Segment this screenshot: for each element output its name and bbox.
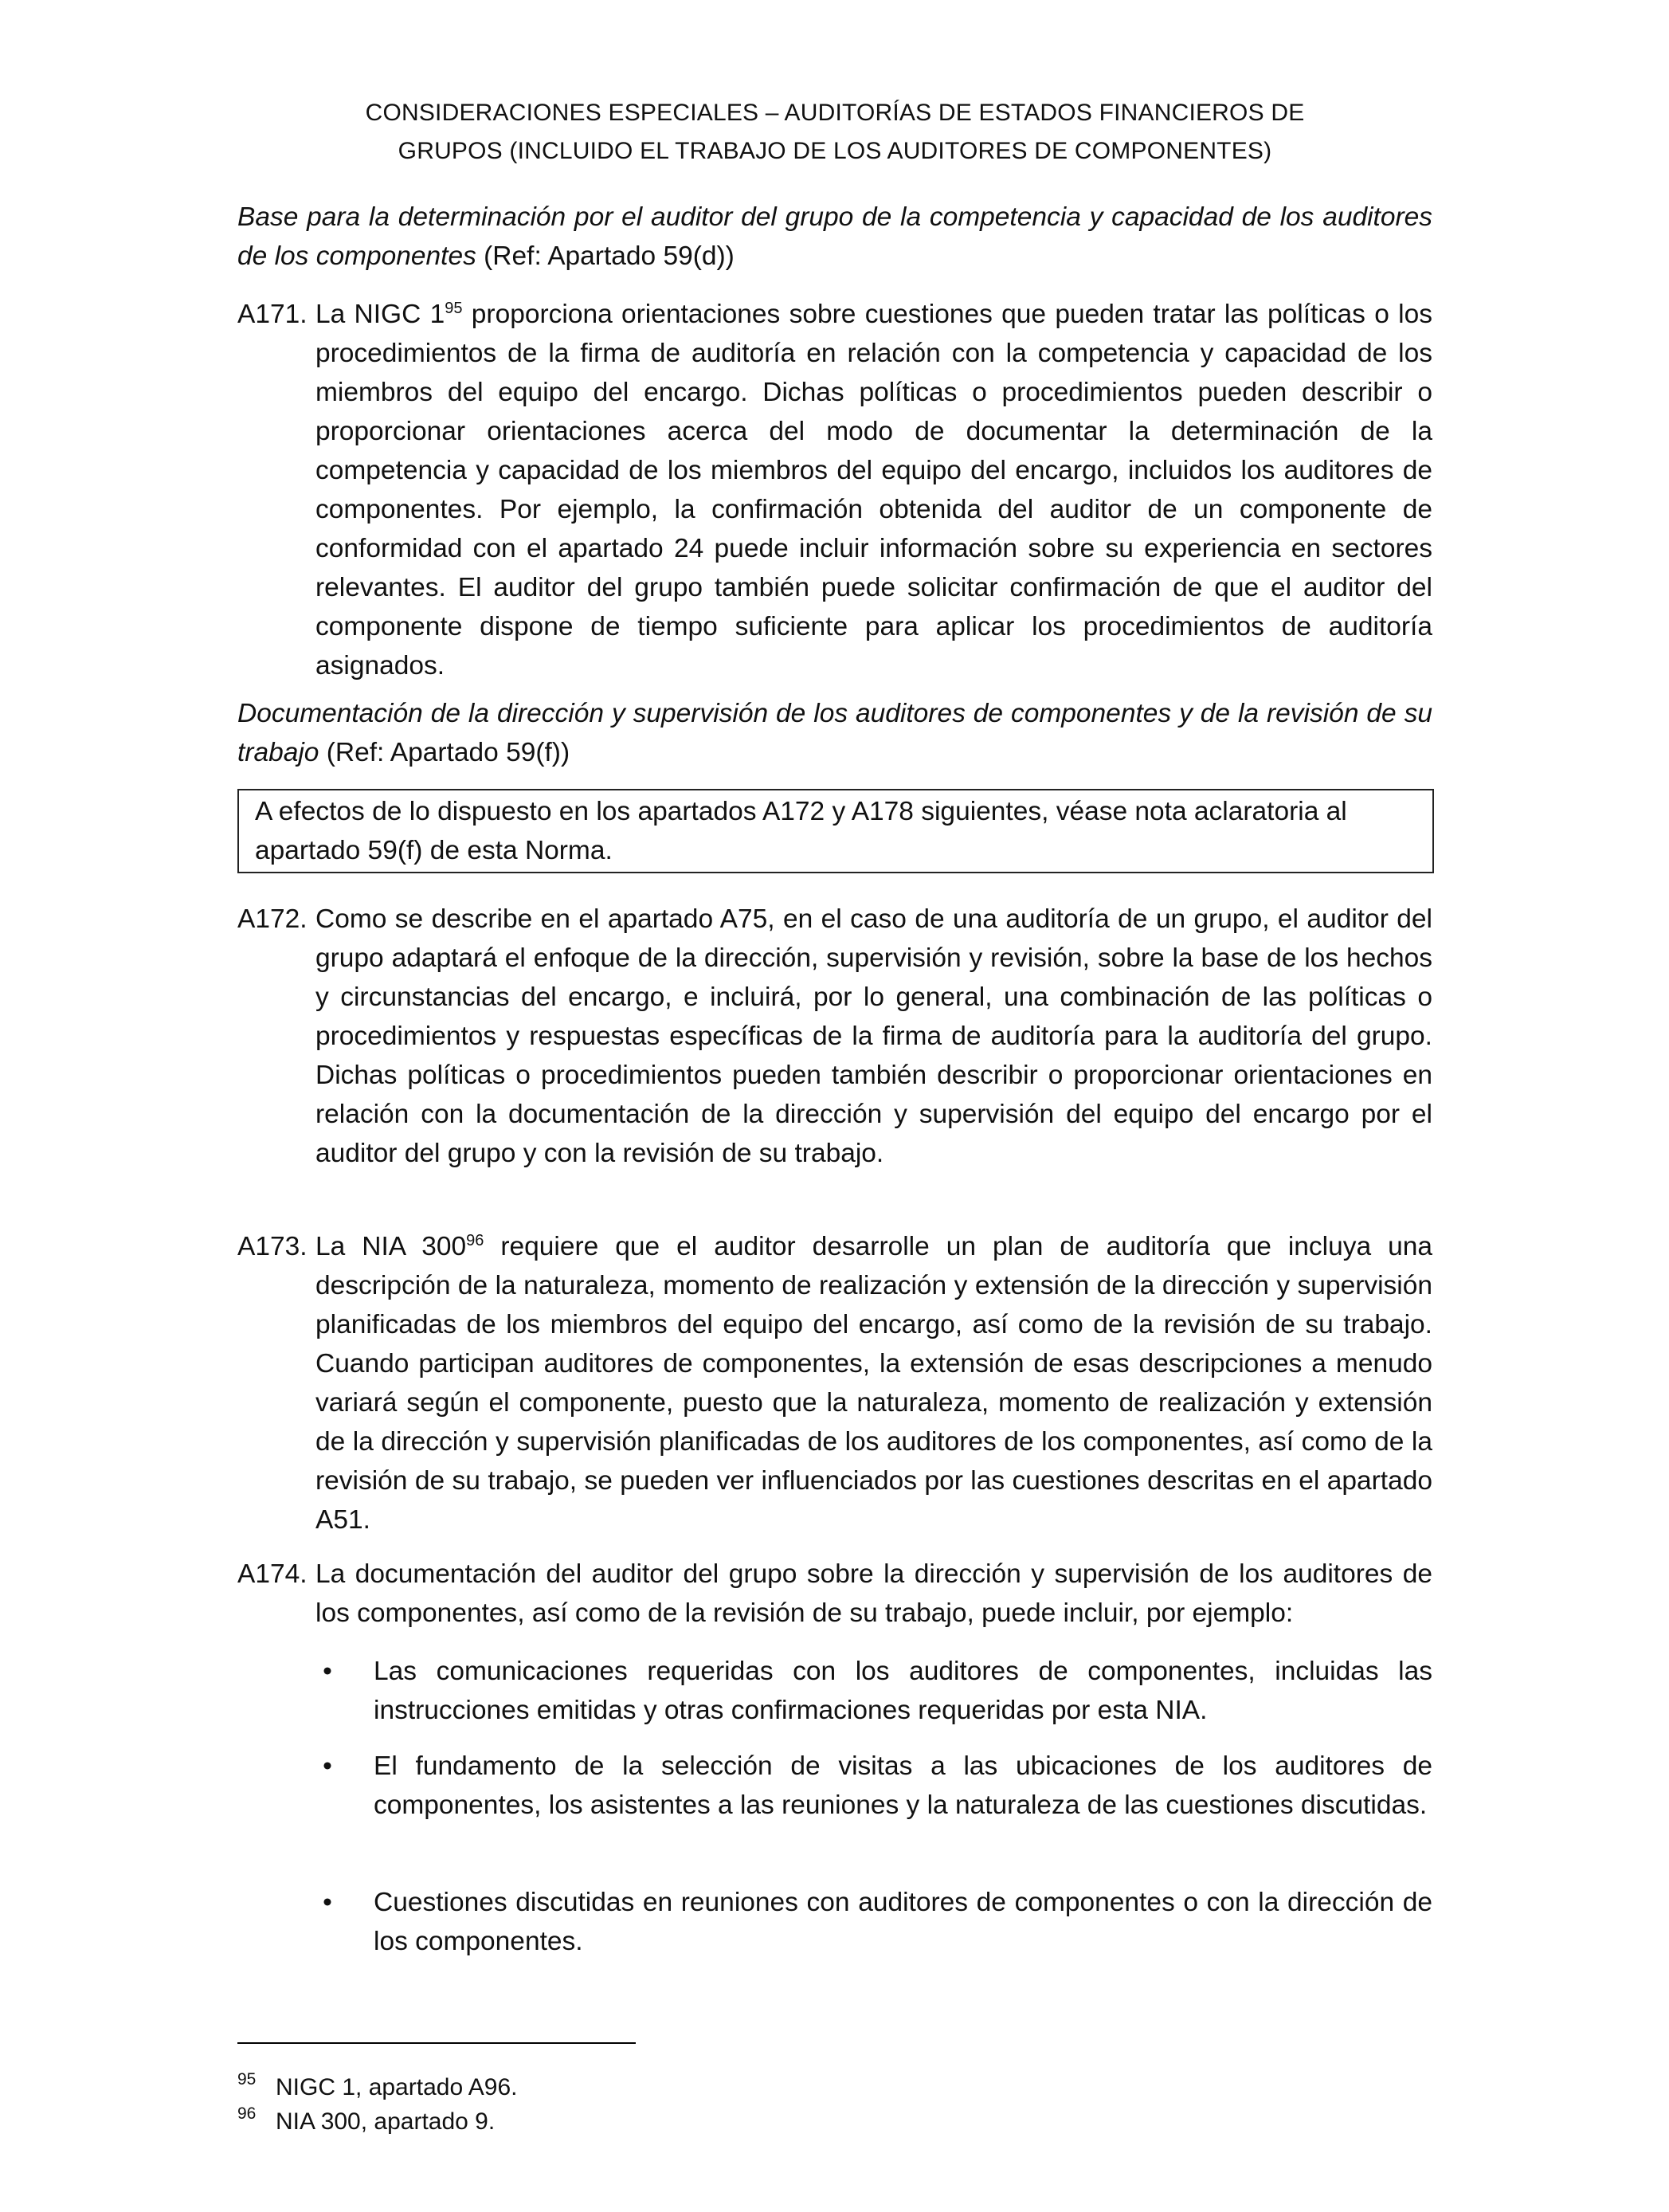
- paragraph-text: requiere que el auditor desarrolle un plan de auditoría que incluya una descripción de la naturaleza, momento de realización y extensión de la dirección y supervisión planificadas de los miembros del equipo del encargo, así como de la revisión de su trabajo. Cuando participan auditores de componentes, la extensión de esas descripciones a menudo variará según el componente, puesto que la naturaleza, momento de realización y extensión de la dirección y supervisión planificadas de los auditores de los componentes, así como de la revisión de su trabajo, se pueden ver influenciados por las cuestiones descritas en el apartado A51.: [315, 1232, 1432, 1535]
- paragraph-a172: [237, 900, 1432, 1173]
- list-item-text: Las comunicaciones requeridas con los auditores de componentes, incluidas las instrucciones emitidas y otras confirmaciones requeridas por esta NIA.: [374, 1657, 1432, 1725]
- paragraph-text: La NIGC 1: [315, 300, 445, 329]
- list-item-text: Cuestiones discutidas en reuniones con auditores de componentes o con la dirección de los componentes.: [374, 1888, 1432, 1956]
- footnote-text: NIA 300, apartado 9.: [276, 2108, 496, 2135]
- footnote-number: 95: [237, 2070, 257, 2088]
- section-heading-documentation: [237, 694, 1432, 772]
- header-line-1: CONSIDERACIONES ESPECIALES – AUDITORÍAS DE ESTADOS FINANCIEROS DE: [365, 100, 1305, 126]
- paragraph-a171: [237, 295, 1432, 685]
- bullet-icon: •: [323, 1888, 332, 1917]
- list-item: [315, 1883, 1432, 1961]
- section-heading-competence: [237, 198, 1432, 276]
- section-heading-title: Documentación de la dirección y supervisión de los auditores de componentes y de la revisión de su trabajo: [237, 699, 1432, 767]
- list-item-text: El fundamento de la selección de visitas a las ubicaciones de los auditores de componentes, los asistentes a las reuniones y la naturaleza de las cuestiones discutidas.: [374, 1751, 1432, 1820]
- paragraph-body: [315, 1227, 1432, 1539]
- paragraph-a173: [237, 1227, 1432, 1539]
- header-line-2: GRUPOS (INCLUIDO EL TRABAJO DE LOS AUDITORES DE COMPONENTES): [398, 138, 1272, 164]
- footnote-95: [237, 2072, 518, 2104]
- footnote-96: [237, 2106, 495, 2138]
- note-box-text: A efectos de lo dispuesto en los apartados A172 y A178 siguientes, véase nota aclaratoria al apartado 59(f) de esta Norma.: [255, 797, 1347, 865]
- footnote-number: 96: [237, 2104, 257, 2123]
- paragraph-number: A172.: [237, 904, 308, 934]
- section-heading-ref: (Ref: Apartado 59(d)): [476, 241, 735, 271]
- paragraph-number: A173.: [237, 1232, 308, 1261]
- paragraph-number: A171.: [237, 300, 308, 329]
- note-box: [237, 789, 1434, 873]
- paragraph-body: La documentación del auditor del grupo sobre la dirección y supervisión de los auditores de los componentes, así como de la revisión de su trabajo, puede incluir, por ejemplo:: [315, 1559, 1432, 1628]
- footnote-text: NIGC 1, apartado A96.: [276, 2074, 518, 2100]
- section-heading-title: Base para la determinación por el auditor del grupo de la competencia y capacidad de los auditores de los componentes: [237, 202, 1432, 271]
- paragraph-body: Como se describe en el apartado A75, en el caso de una auditoría de un grupo, el auditor del grupo adaptará el enfoque de la dirección, supervisión y revisión, sobre la base de los hechos y circunstancias del encargo, e incluirá, por lo general, una combinación de las políticas o procedimientos y respuestas específicas de la firma de auditoría para la auditoría del grupo. Dichas políticas o procedimientos pueden también describir o proporcionar orientaciones en relación con la documentación de la dirección y supervisión del equipo del encargo por el auditor del grupo y con la revisión de su trabajo.: [315, 904, 1432, 1168]
- footnote-separator: [237, 2042, 636, 2044]
- paragraph-text: La NIA 300: [315, 1232, 467, 1261]
- footnote-ref-95[interactable]: 95: [445, 299, 463, 317]
- paragraph-body: [315, 295, 1432, 685]
- paragraph-number: A174.: [237, 1559, 308, 1589]
- bullet-icon: •: [323, 1657, 332, 1686]
- section-heading-ref: (Ref: Apartado 59(f)): [319, 738, 570, 767]
- footnote-ref-96[interactable]: 96: [466, 1231, 484, 1249]
- page-header: [237, 94, 1432, 171]
- list-item: [315, 1747, 1432, 1825]
- list-item: [315, 1652, 1432, 1730]
- bullet-icon: •: [323, 1751, 332, 1781]
- paragraph-text: proporciona orientaciones sobre cuestiones que pueden tratar las políticas o los procedimientos de la firma de auditoría en relación con la competencia y capacidad de los miembros del equipo del encargo. Dichas políticas o procedimientos pueden describir o proporcionar orientaciones acerca del modo de documentar la determinación de la competencia y capacidad de los miembros del equipo del encargo, incluidos los auditores de componentes. Por ejemplo, la confirmación obtenida del auditor de un componente de conformidad con el apartado 24 puede incluir información sobre su experiencia en sectores relevantes. El auditor del grupo también puede solicitar confirmación de que el auditor del componente dispone de tiempo suficiente para aplicar los procedimientos de auditoría asignados.: [315, 300, 1432, 680]
- paragraph-a174: [237, 1555, 1432, 1633]
